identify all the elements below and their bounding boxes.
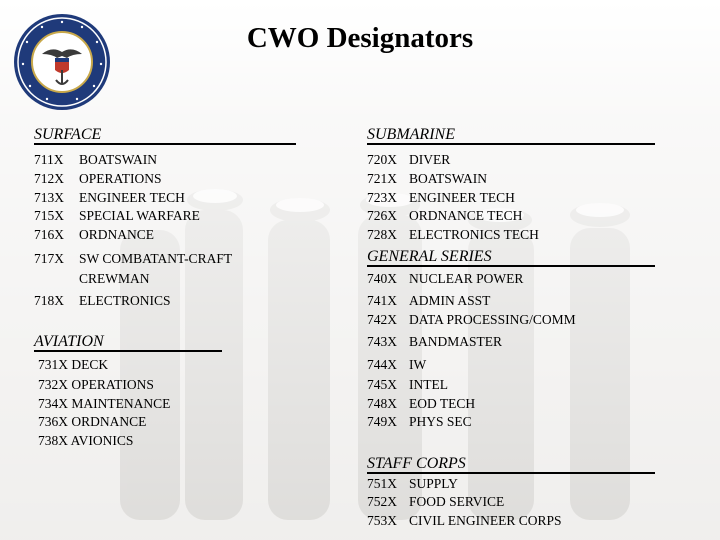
- designator-name: NUCLEAR POWER: [409, 271, 524, 286]
- list-item: [367, 171, 667, 187]
- designator-code: 740X: [367, 271, 397, 286]
- staff-corps-heading: STAFF CORPS: [367, 455, 655, 474]
- general-series-heading: GENERAL SERIES: [367, 248, 655, 267]
- designator-name: BOATSWAIN: [409, 171, 488, 186]
- designator-code: 721X: [367, 171, 397, 186]
- designator-name: DIVER: [409, 152, 451, 167]
- designator-name: SPECIAL WARFARE: [79, 208, 200, 223]
- designator-name: ORDNANCE TECH: [409, 208, 523, 223]
- list-item: [34, 190, 334, 206]
- list-item: [367, 271, 667, 287]
- list-item: [367, 152, 667, 168]
- list-item: [367, 334, 667, 350]
- designator-code: 728X: [367, 227, 397, 242]
- list-item: [367, 476, 667, 492]
- designator-name: FOOD SERVICE: [409, 494, 505, 509]
- designator-code: 742X: [367, 312, 397, 327]
- designator-code: 748X: [367, 396, 397, 411]
- list-item: [367, 396, 667, 412]
- designator-code: 723X: [367, 190, 397, 205]
- list-item: [38, 414, 338, 430]
- list-item: [367, 293, 667, 309]
- designator-name: INTEL: [409, 377, 448, 392]
- designator-name: ORDNANCE: [68, 414, 147, 429]
- list-item: [34, 251, 334, 267]
- designator-code: 745X: [367, 377, 397, 392]
- submarine-heading: SUBMARINE: [367, 126, 655, 145]
- designator-code: 744X: [367, 357, 397, 372]
- list-item: [38, 433, 338, 449]
- designator-name: ORDNANCE: [79, 227, 155, 242]
- list-item: [367, 513, 667, 529]
- list-item: [38, 377, 338, 393]
- designator-name: DECK: [68, 357, 109, 372]
- designator-code: 753X: [367, 513, 397, 528]
- list-item: [367, 227, 667, 243]
- designator-code: 732X: [38, 377, 68, 392]
- aviation-heading: AVIATION: [34, 333, 222, 352]
- list-item: [367, 357, 667, 373]
- list-item: [34, 171, 334, 187]
- designator-code: 720X: [367, 152, 397, 167]
- list-item: [367, 208, 667, 224]
- surface-heading: SURFACE: [34, 126, 296, 145]
- designator-name: BOATSWAIN: [79, 152, 158, 167]
- designator-name: ENGINEER TECH: [79, 190, 185, 205]
- designator-name: ELECTRONICS TECH: [409, 227, 539, 242]
- designator-name: EOD TECH: [409, 396, 476, 411]
- designator-code: 749X: [367, 414, 397, 429]
- list-item: [34, 293, 334, 309]
- designator-name: PHYS SEC: [409, 414, 472, 429]
- designator-code: 713X: [34, 190, 64, 205]
- designator-name: BANDMASTER: [409, 334, 503, 349]
- list-item: [34, 152, 334, 168]
- designator-code: 718X: [34, 293, 64, 308]
- list-item: [38, 396, 338, 412]
- list-item: [38, 357, 338, 373]
- designator-name: AVIONICS: [68, 433, 134, 448]
- designator-name: SUPPLY: [409, 476, 458, 491]
- list-item: [367, 494, 667, 510]
- designator-name: DATA PROCESSING/COMM: [409, 312, 576, 327]
- designator-code: 717X: [34, 251, 64, 266]
- list-item: [34, 271, 334, 287]
- designator-code: 736X: [38, 414, 68, 429]
- list-item: [367, 190, 667, 206]
- designator-code: 731X: [38, 357, 68, 372]
- designator-code: 716X: [34, 227, 64, 242]
- designator-code: 734X: [38, 396, 68, 411]
- designator-name: IW: [409, 357, 427, 372]
- page-title: CWO Designators: [246, 22, 474, 54]
- designator-name: OPERATIONS: [68, 377, 154, 392]
- list-item: [367, 414, 667, 430]
- designator-code: 711X: [34, 152, 64, 167]
- list-item: [34, 208, 334, 224]
- designator-name: ADMIN ASST: [409, 293, 491, 308]
- list-item: [367, 377, 667, 393]
- designator-code: 741X: [367, 293, 397, 308]
- designator-name: ELECTRONICS: [79, 293, 171, 308]
- designator-name: MAINTENANCE: [68, 396, 171, 411]
- list-item: [367, 312, 667, 328]
- designator-code: 752X: [367, 494, 397, 509]
- designator-name: OPERATIONS: [79, 171, 162, 186]
- designator-name: CIVIL ENGINEER CORPS: [409, 513, 562, 528]
- designator-code: 751X: [367, 476, 397, 491]
- designator-code: 743X: [367, 334, 397, 349]
- designator-name: ENGINEER TECH: [409, 190, 515, 205]
- list-item: [34, 227, 334, 243]
- designator-code: 726X: [367, 208, 397, 223]
- designator-code: 715X: [34, 208, 64, 223]
- designator-code: 738X: [38, 433, 68, 448]
- designator-code: 712X: [34, 171, 64, 186]
- designator-name: CREWMAN: [79, 271, 150, 286]
- designator-name: SW COMBATANT-CRAFT: [79, 251, 233, 266]
